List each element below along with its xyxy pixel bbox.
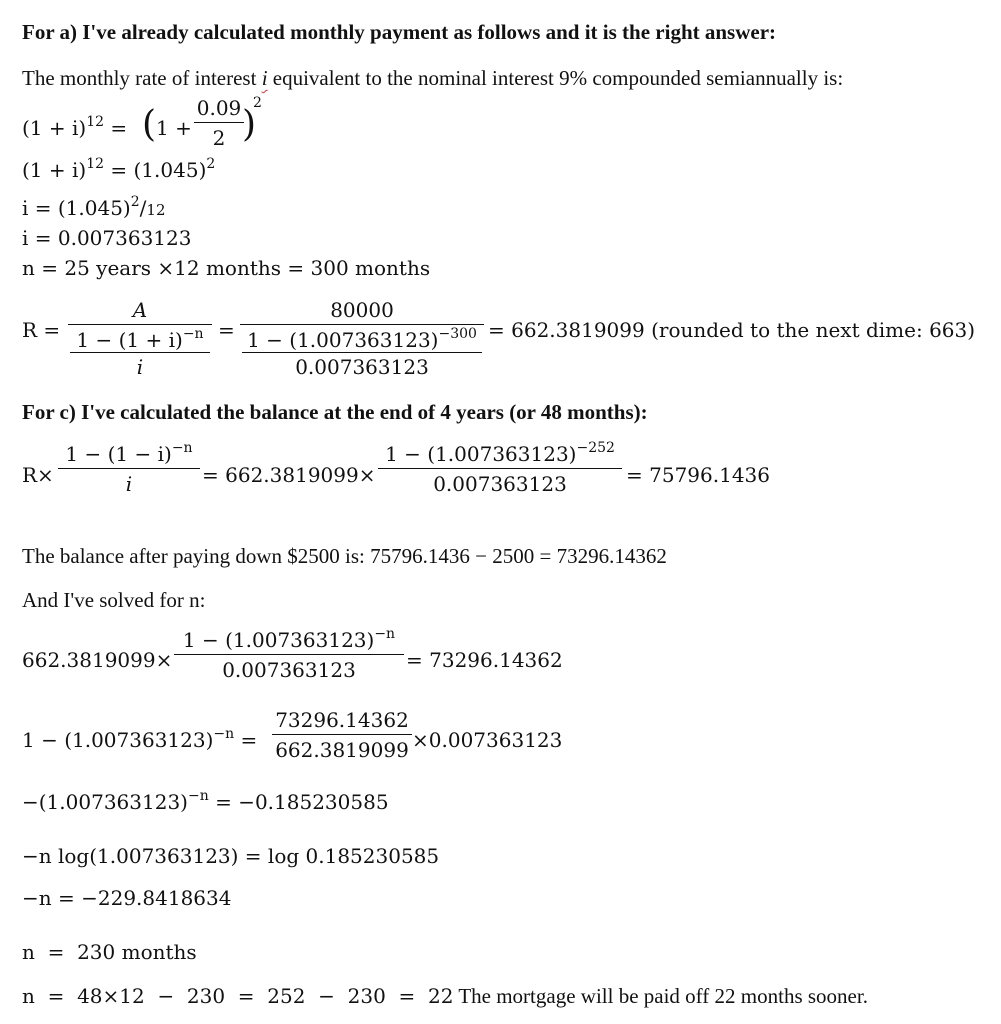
balance-after-text: The balance after paying down $2500 is: 75796.1436 − 2500 = 73296.14362 — [22, 544, 667, 568]
equation-n3: $-(1.007363123)^{-n} = -0.185230585$ — [22, 788, 389, 814]
equation-5: n = 25 years ×12 months = 300 months — [22, 256, 431, 280]
balance-fraction-1: $1 - (1 - i)^{-n}$ i — [58, 442, 200, 496]
equation-n1-lhs: 662.3819099× — [22, 648, 173, 672]
solve-n-text: And I've solved for n: — [22, 588, 206, 612]
equation-n1-fraction: $1 - (1.007363123)^{-n}$ 0.007363123 — [174, 628, 404, 682]
payment-result: = 662.3819099 (rounded to the next dime: 663) — [488, 318, 976, 342]
equation-n2-fraction: 73296.14362 662.3819099 — [272, 708, 412, 762]
final-line — [22, 984, 868, 1009]
equation-n4: −n log(1.007363123) = log 0.185230585 — [22, 844, 440, 868]
intro-after: equivalent to the nominal interest 9% compounded semiannually is: — [267, 66, 844, 90]
equation-1-paren-open: ( — [142, 104, 157, 145]
equation-n1-rhs: = 73296.14362 — [406, 648, 563, 672]
equation-1-fraction: 0.09 2 — [194, 96, 244, 150]
balance-middle: = 662.3819099× — [202, 463, 376, 487]
equation-1-paren-close: ) — [242, 104, 257, 145]
final-text: The mortgage will be paid off 22 months sooner. — [453, 984, 868, 1008]
payment-fraction-2: 80000 $1 - (1.007363123)^{-300}$ 0.007363123 — [240, 298, 484, 379]
intro-text — [22, 66, 843, 91]
payment-lhs: R = — [22, 318, 61, 342]
heading-part-c: For c) I've calculated the balance at the end of 4 years (or 48 months): — [22, 400, 648, 424]
final-math: n = 48×12 − 230 = 252 − 230 = 22 — [22, 984, 454, 1008]
equation-1-exponent: 2 — [253, 95, 262, 111]
equation-2: $(1 + i)^{12} = (1.045)^2$ — [22, 156, 216, 182]
payment-equals: = — [218, 318, 235, 342]
equation-n2-lhs: $1 - (1.007363123)^{-n}$ = — [22, 726, 258, 752]
heading-part-a: For a) I've already calculated monthly payment as follows and it is the right answer: — [22, 20, 777, 44]
balance-result: = 75796.1436 — [626, 463, 770, 487]
equation-4: i = 0.007363123 — [22, 226, 192, 250]
equation-n2-rhs: ×0.007363123 — [412, 728, 563, 752]
equation-3: $i = (1.045)^2/12$ — [22, 194, 166, 220]
intro-before: The monthly rate of interest — [22, 66, 262, 90]
payment-fraction-1: A $1 - (1 + i)^{-n}$ i — [68, 298, 212, 379]
equation-1-one-plus: 1 + — [156, 116, 192, 140]
balance-lhs: R× — [22, 463, 54, 487]
balance-fraction-2: $1 - (1.007363123)^{-252}$ 0.007363123 — [378, 442, 622, 496]
equation-n5: −n = −229.8418634 — [22, 886, 232, 910]
intro-var: i — [261, 66, 268, 90]
equation-1-lhs: $(1 + i)^{12}$ = — [22, 114, 128, 140]
equation-n6: n = 230 months — [22, 940, 197, 964]
